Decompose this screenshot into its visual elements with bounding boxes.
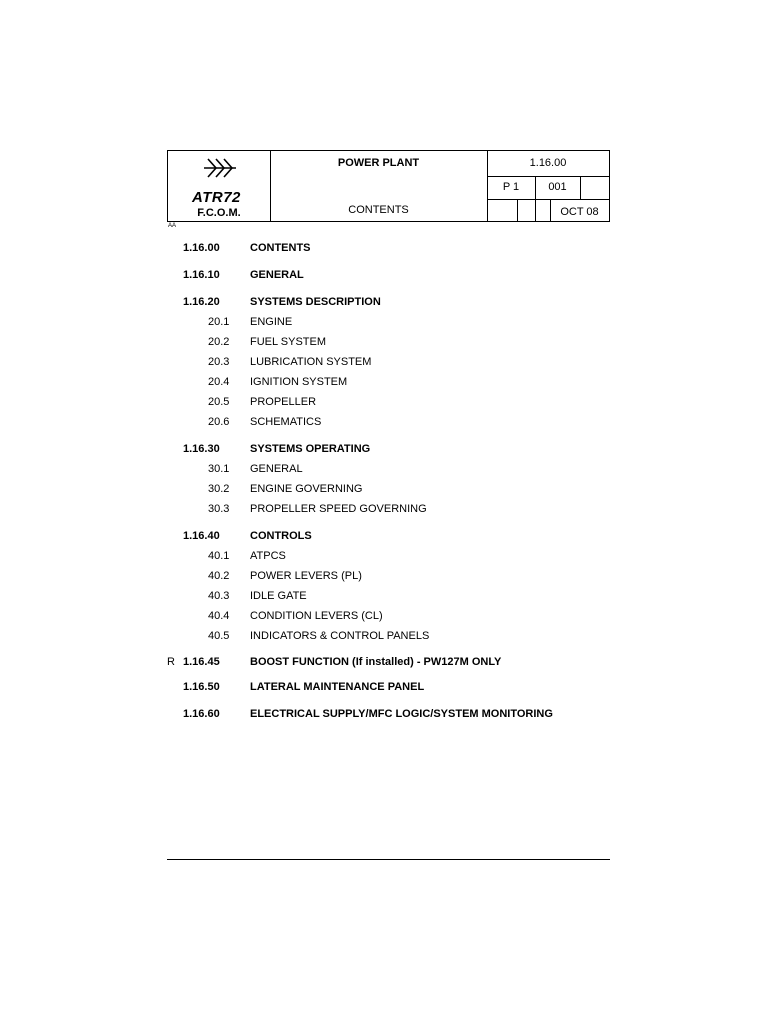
toc-number: 40.3 bbox=[208, 590, 230, 602]
toc-title: GENERAL bbox=[250, 269, 304, 281]
sequence-number: 001 bbox=[548, 181, 567, 193]
toc-title: CONTROLS bbox=[250, 530, 312, 542]
revision-date: OCT 08 bbox=[560, 206, 599, 218]
aa-mark: AA bbox=[168, 223, 177, 229]
toc-title: POWER LEVERS (PL) bbox=[250, 570, 362, 582]
toc-number: 1.16.10 bbox=[183, 269, 220, 281]
toc-number: 40.2 bbox=[208, 570, 230, 582]
toc-title: CONDITION LEVERS (CL) bbox=[250, 610, 383, 622]
toc-number: 40.4 bbox=[208, 610, 230, 622]
page-number: P 1 bbox=[502, 181, 520, 193]
toc-title: LATERAL MAINTENANCE PANEL bbox=[250, 681, 425, 693]
toc-title: ENGINE GOVERNING bbox=[250, 483, 363, 495]
toc-number: 20.2 bbox=[208, 336, 230, 348]
toc-title: ATPCS bbox=[250, 550, 286, 562]
toc-number: 1.16.00 bbox=[183, 242, 220, 254]
toc-title: GENERAL bbox=[250, 463, 303, 475]
toc-title: FUEL SYSTEM bbox=[250, 336, 326, 348]
toc-number: 20.4 bbox=[208, 376, 230, 388]
toc-title: LUBRICATION SYSTEM bbox=[250, 356, 372, 368]
toc-number: 1.16.45 bbox=[183, 656, 220, 668]
footer-rule bbox=[167, 859, 610, 860]
toc-title: ENGINE bbox=[250, 316, 293, 328]
chapter-title: POWER PLANT bbox=[337, 157, 420, 169]
toc-number: 20.6 bbox=[208, 416, 230, 428]
toc-title: IGNITION SYSTEM bbox=[250, 376, 348, 388]
toc-title: BOOST FUNCTION (If installed) - PW127M ONLY bbox=[250, 656, 502, 668]
toc-number: 30.2 bbox=[208, 483, 230, 495]
toc-title: PROPELLER bbox=[250, 396, 317, 408]
toc-number: 20.5 bbox=[208, 396, 230, 408]
toc-title: INDICATORS & CONTROL PANELS bbox=[250, 630, 430, 642]
toc-number: 20.1 bbox=[208, 316, 230, 328]
toc-title: SYSTEMS OPERATING bbox=[250, 443, 371, 455]
chapter-code: 1.16.00 bbox=[529, 157, 567, 169]
toc-number: 1.16.50 bbox=[183, 681, 220, 693]
toc-title: PROPELLER SPEED GOVERNING bbox=[250, 503, 427, 515]
toc-number: 1.16.20 bbox=[183, 296, 220, 308]
toc-number: 40.5 bbox=[208, 630, 230, 642]
toc-number: 40.1 bbox=[208, 550, 230, 562]
toc-title: ELECTRICAL SUPPLY/MFC LOGIC/SYSTEM MONITORING bbox=[250, 708, 553, 720]
toc-number: 30.1 bbox=[208, 463, 230, 475]
toc-number: 1.16.60 bbox=[183, 708, 220, 720]
toc-title: SYSTEMS DESCRIPTION bbox=[250, 296, 381, 308]
toc-title: IDLE GATE bbox=[250, 590, 307, 602]
section-title: CONTENTS bbox=[348, 204, 409, 216]
toc-number: 30.3 bbox=[208, 503, 230, 515]
toc-title: SCHEMATICS bbox=[250, 416, 322, 428]
toc-number: 20.3 bbox=[208, 356, 230, 368]
aircraft-name: ATR72 bbox=[192, 189, 241, 206]
manual-name: F.C.O.M. bbox=[197, 207, 241, 219]
toc-number: 1.16.30 bbox=[183, 443, 220, 455]
toc-number: 1.16.40 bbox=[183, 530, 220, 542]
toc-title: CONTENTS bbox=[250, 242, 311, 254]
revision-mark: R bbox=[167, 656, 175, 668]
